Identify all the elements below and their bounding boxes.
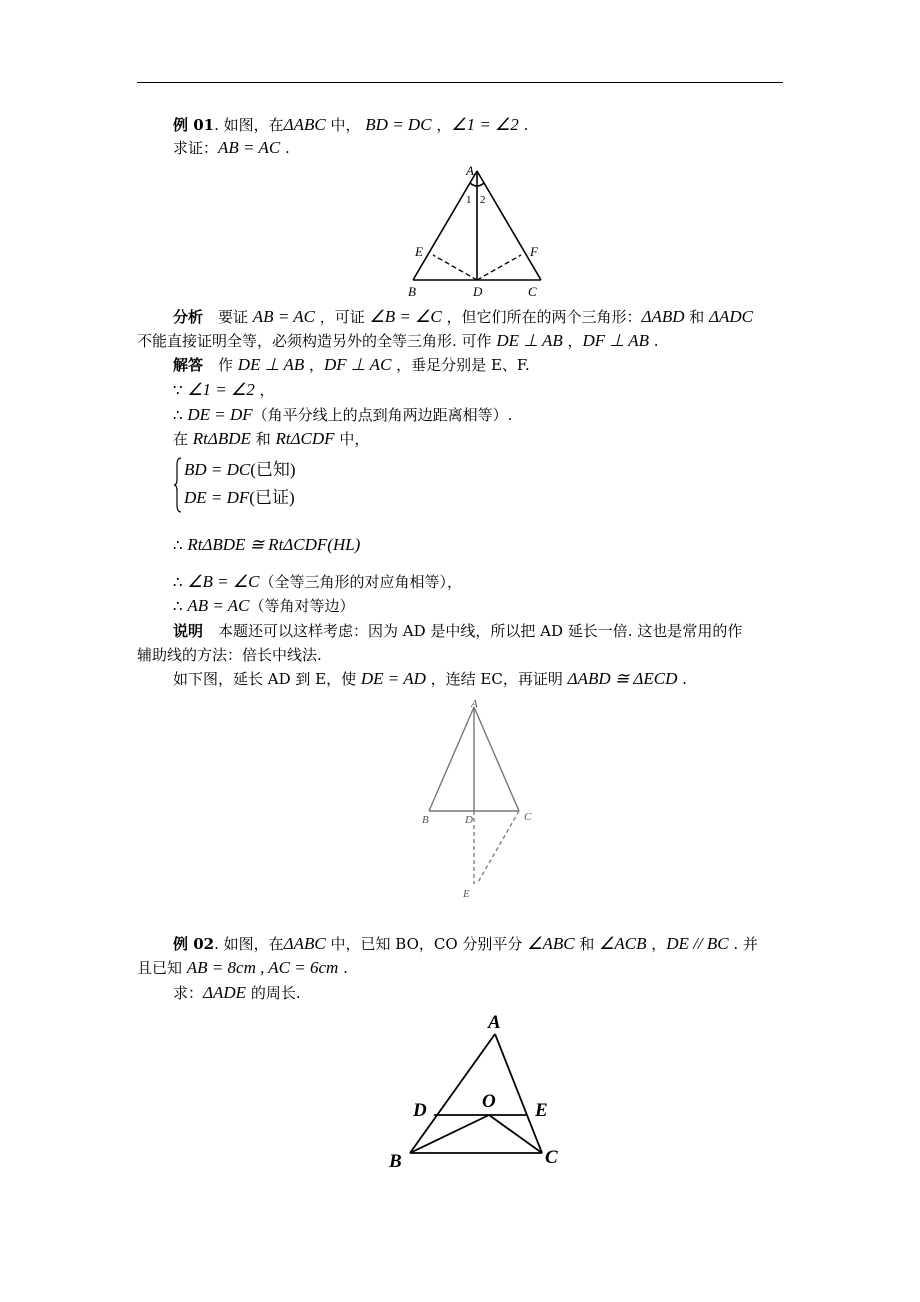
text: . 并 — [728, 935, 758, 953]
text: . — [677, 670, 687, 688]
text: 和 — [250, 430, 276, 448]
ex01-cond1: BD = DC — [365, 115, 432, 134]
fig3-label-b: B — [389, 1151, 402, 1172]
ex01-sep: ， — [431, 116, 452, 134]
text: 和 — [574, 935, 600, 953]
reason: （角平分线上的点到角两边距离相等）. — [252, 406, 513, 424]
text: ，连结 EC，再证明 — [425, 670, 568, 688]
math: ∠ACB — [599, 934, 647, 953]
fig2-label-e: E — [463, 888, 470, 900]
system-eq-1 — [184, 460, 296, 480]
text: 求： — [173, 984, 204, 1002]
text: 辅助线的方法：倍长中线法. — [137, 646, 322, 664]
text: 中，已知 BO，CO 分别平分 — [325, 935, 528, 953]
fig3-label-d: D — [413, 1100, 427, 1121]
text: ， — [304, 356, 325, 374]
text: . 如图，在 — [214, 935, 284, 953]
math: AB = AC — [252, 307, 315, 326]
system-brace — [174, 457, 182, 513]
text: ， — [562, 332, 583, 350]
answer-line-1 — [173, 355, 530, 375]
fig1-angle-2: 2 — [480, 194, 486, 206]
math: RtΔCDF — [275, 429, 335, 448]
text: ，垂足分别是 E、F. — [391, 356, 530, 374]
conclusion-3 — [173, 596, 354, 616]
fig2-label-a: A — [471, 698, 478, 710]
ex01-end: . — [518, 116, 529, 134]
system-eq-2 — [184, 488, 295, 508]
fig2-label-d: D — [465, 814, 473, 826]
reason: (已知) — [250, 460, 296, 479]
figure-2 — [415, 697, 545, 905]
fig1-label-d: D — [473, 284, 483, 299]
math: RtΔBDE ≅ RtΔCDF — [187, 535, 328, 554]
math: (HL) — [327, 535, 361, 554]
text: 不能直接证明全等，必须构造另外的全等三角形. 可作 — [137, 332, 497, 350]
text: ， — [646, 935, 667, 953]
text: 本题还可以这样考虑：因为 AD 是中线，所以把 AD 延长一倍. 这也是常用的作 — [203, 622, 743, 640]
math: ∠ABC — [527, 934, 575, 953]
math: ΔABD ≅ ΔECD — [567, 669, 678, 688]
text: . — [648, 332, 659, 350]
ex01-intro: . 如图，在 — [214, 116, 284, 134]
ex01-triangle: ΔABC — [283, 115, 326, 134]
therefore-symbol: ∴ — [173, 573, 188, 591]
math: ∠B = ∠C — [187, 572, 260, 591]
analysis-line-2 — [137, 331, 659, 351]
conclusion-2 — [173, 572, 462, 592]
ex01-label: 例 01 — [173, 116, 215, 134]
math: DE = DF — [187, 405, 253, 424]
math: DE ⊥ AB — [237, 355, 305, 374]
reason: （全等三角形的对应角相等）， — [259, 573, 463, 591]
reason: （等角对等边） — [249, 597, 355, 615]
analysis-label: 分析 — [173, 308, 204, 326]
because-symbol: ∵ — [173, 381, 188, 399]
prove-end: . — [280, 139, 290, 157]
ex01-mid: 中， — [325, 116, 366, 134]
fig2-side-ab — [429, 707, 474, 811]
ex02-line-2 — [137, 958, 348, 978]
ex02-ask — [173, 983, 301, 1003]
ex02-line-1 — [173, 934, 758, 954]
text: 中， — [334, 430, 370, 448]
note-label: 说明 — [173, 622, 204, 640]
fig2-label-c: C — [524, 811, 532, 823]
math: DF ⊥ AB — [582, 331, 649, 350]
prove-statement: AB = AC — [218, 138, 281, 157]
text: . — [338, 959, 348, 977]
fig1-angle-1: 1 — [466, 194, 472, 206]
fig1-label-c: C — [528, 284, 537, 299]
math: ∠1 = ∠2 — [187, 380, 255, 399]
math: ∠B = ∠C — [369, 307, 442, 326]
conclusion-1 — [173, 535, 360, 555]
fig3-label-e: E — [535, 1100, 548, 1121]
ex01-line — [173, 115, 528, 135]
note-line-1 — [173, 621, 742, 641]
math: RtΔBDE — [192, 429, 251, 448]
fig3-label-o: O — [482, 1091, 496, 1112]
text: 的周长. — [246, 984, 301, 1002]
fig1-label-a: A — [466, 163, 474, 178]
ex02-label: 例 02 — [173, 935, 215, 953]
fig1-label-b: B — [408, 284, 416, 299]
fig2-side-ac — [474, 707, 519, 811]
math: ΔABD — [641, 307, 685, 326]
text: 要证 — [203, 308, 253, 326]
reason: (已证) — [249, 488, 295, 507]
fig3-label-c: C — [545, 1147, 558, 1168]
math: DE = AD — [360, 669, 426, 688]
text: 作 — [203, 356, 238, 374]
math: ΔADC — [709, 307, 754, 326]
fig1-label-f: F — [530, 244, 538, 259]
text: ， — [254, 381, 275, 399]
fig1-dashed-de — [433, 255, 477, 280]
math: BD = DC — [184, 460, 251, 479]
note-line-3 — [173, 669, 687, 689]
text: 如下图，延长 AD 到 E，使 — [173, 670, 361, 688]
ex01-cond2: ∠1 = ∠2 — [451, 115, 519, 134]
figure-1 — [400, 163, 560, 301]
figure-3 — [385, 1008, 570, 1178]
fig3-label-a: A — [488, 1012, 501, 1033]
fig1-label-e: E — [415, 244, 423, 259]
fig1-dashed-df — [477, 255, 521, 280]
fig2-dashed-ce — [477, 811, 519, 884]
answer-step-2 — [173, 405, 512, 425]
prove-label: 求证： — [173, 139, 219, 157]
math: DE ⊥ AB — [496, 331, 563, 350]
text: ，但它们所在的两个三角形： — [441, 308, 642, 326]
text: 在 — [173, 430, 193, 448]
therefore-symbol: ∴ — [173, 406, 188, 424]
math: ΔADE — [203, 983, 247, 1002]
fig1-side-ab — [413, 171, 477, 280]
header-rule — [137, 82, 783, 83]
math: DE = DF — [184, 488, 250, 507]
answer-step-3 — [173, 429, 369, 449]
fig1-side-ac — [477, 171, 541, 280]
therefore-symbol: ∴ — [173, 597, 188, 615]
note-line-2 — [137, 645, 322, 665]
therefore-symbol: ∴ — [173, 536, 188, 554]
analysis-line-1 — [173, 307, 753, 327]
text: 且已知 — [137, 959, 187, 977]
math: DF ⊥ AC — [324, 355, 392, 374]
fig2-label-b: B — [422, 814, 429, 826]
math: ΔABC — [283, 934, 326, 953]
ex01-prove-line — [173, 138, 290, 158]
math: DE // BC — [666, 934, 729, 953]
answer-step-1 — [173, 380, 275, 400]
text: ，可证 — [314, 308, 370, 326]
text: 和 — [684, 308, 710, 326]
math: AB = AC — [187, 596, 250, 615]
answer-label: 解答 — [173, 356, 204, 374]
math: AB = 8cm , AC = 6cm — [186, 958, 339, 977]
